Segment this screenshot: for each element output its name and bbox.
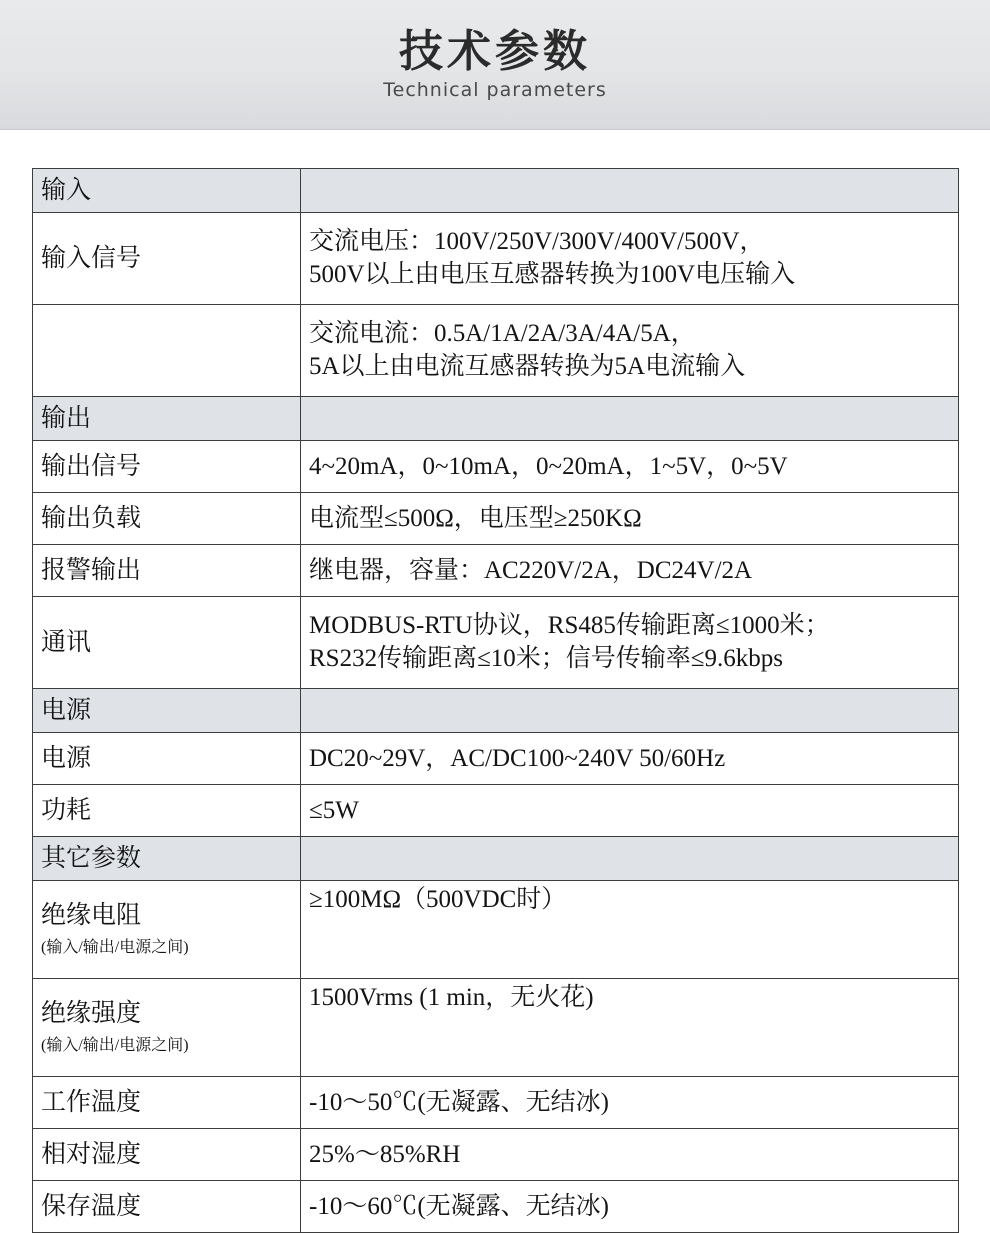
value-line: DC20~29V，AC/DC100~240V 50/60Hz (309, 744, 726, 772)
table-row (33, 305, 959, 397)
row-label (33, 881, 301, 979)
table-row (33, 1129, 959, 1181)
row-value (301, 979, 959, 1077)
row-label-note: (输入/输出/电源之间) (41, 1037, 189, 1055)
section-label: 电源 (33, 689, 301, 733)
row-label: 报警输出 (33, 545, 301, 597)
row-label: 保存温度 (33, 1181, 301, 1233)
specifications-table (32, 168, 959, 1233)
table-row (33, 493, 959, 545)
value-line: 5A以上由电流互感器转换为5A电流输入 (309, 353, 746, 380)
row-value (301, 441, 959, 493)
value-line: 1500Vrms (1 min，无火花) (309, 984, 594, 1011)
row-value (301, 1077, 959, 1129)
table-row (33, 979, 959, 1077)
row-value (301, 305, 959, 397)
section-value (301, 837, 959, 881)
row-value (301, 785, 959, 837)
row-label (33, 979, 301, 1077)
row-label (33, 305, 301, 397)
row-value (301, 213, 959, 305)
value-line: MODBUS-RTU协议，RS485传输距离≤1000米； (309, 612, 830, 639)
page-title: 技术参数 (399, 26, 591, 78)
table-row (33, 785, 959, 837)
row-label: 电源 (33, 733, 301, 785)
row-label: 功耗 (33, 785, 301, 837)
section-value (301, 169, 959, 213)
row-label-text: 绝缘电阻 (41, 902, 142, 930)
table-row (33, 881, 959, 979)
row-value (301, 733, 959, 785)
value-line: 交流电流：0.5A/1A/2A/3A/4A/5A， (309, 320, 696, 347)
table-row (33, 169, 959, 213)
row-value (301, 493, 959, 545)
value-line: 电流型≤500Ω，电压型≥250KΩ (309, 504, 642, 532)
value-line: RS232传输距离≤10米；信号传输率≤9.6kbps (309, 645, 784, 672)
row-value (301, 881, 959, 979)
value-line: ≥100MΩ（500VDC时） (309, 886, 567, 913)
row-label: 相对湿度 (33, 1129, 301, 1181)
row-value (301, 597, 959, 689)
section-value (301, 397, 959, 441)
table-row (33, 689, 959, 733)
table-row (33, 837, 959, 881)
value-line: -10～50℃(无凝露、无结冰) (309, 1088, 609, 1116)
row-label: 输出负载 (33, 493, 301, 545)
row-value (301, 1181, 959, 1233)
spec-table-container (0, 130, 990, 1233)
value-line: ≤5W (309, 796, 359, 824)
row-value (301, 545, 959, 597)
table-row (33, 1181, 959, 1233)
value-line: 25%～85%RH (309, 1140, 461, 1168)
spec-table-body (33, 169, 959, 1233)
page-subtitle: Technical parameters (383, 78, 607, 101)
row-label: 工作温度 (33, 1077, 301, 1129)
value-line: 4~20mA，0~10mA，0~20mA，1~5V，0~5V (309, 452, 788, 480)
section-label: 输出 (33, 397, 301, 441)
page-header (0, 0, 990, 130)
section-label: 其它参数 (33, 837, 301, 881)
row-label: 通讯 (33, 597, 301, 689)
value-line: 交流电压：100V/250V/300V/400V/500V， (309, 228, 765, 255)
row-label: 输出信号 (33, 441, 301, 493)
table-row (33, 441, 959, 493)
table-row (33, 1077, 959, 1129)
section-label: 输入 (33, 169, 301, 213)
row-label-note: (输入/输出/电源之间) (41, 939, 189, 957)
table-row (33, 397, 959, 441)
value-line: -10～60℃(无凝露、无结冰) (309, 1192, 609, 1220)
row-value (301, 1129, 959, 1181)
table-row (33, 545, 959, 597)
table-row (33, 597, 959, 689)
table-row (33, 733, 959, 785)
row-label: 输入信号 (33, 213, 301, 305)
row-label-text: 绝缘强度 (41, 1000, 142, 1028)
section-value (301, 689, 959, 733)
table-row (33, 213, 959, 305)
value-line: 继电器，容量：AC220V/2A，DC24V/2A (309, 556, 753, 584)
value-line: 500V以上由电压互感器转换为100V电压输入 (309, 261, 796, 288)
